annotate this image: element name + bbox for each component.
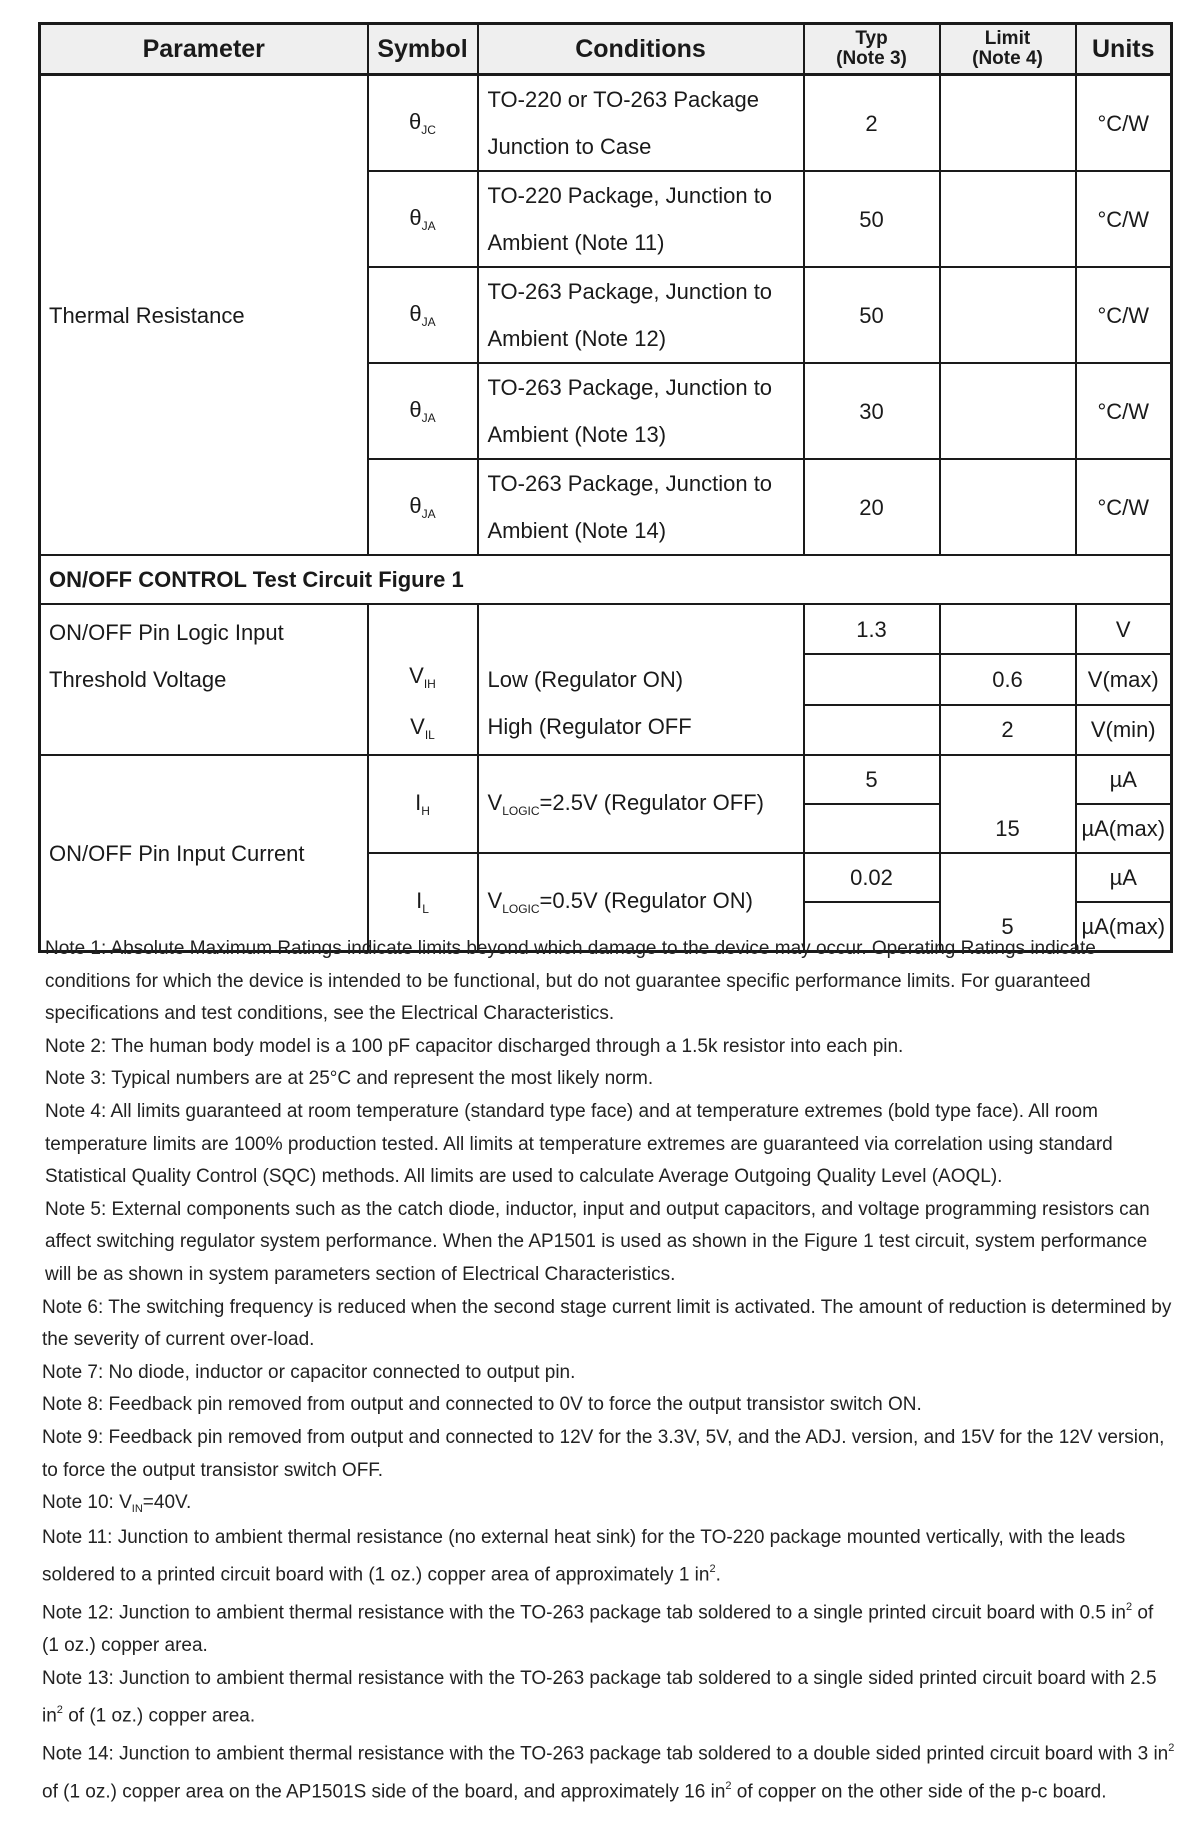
header-limit-line1: Limit bbox=[984, 28, 1031, 49]
section-title: ON/OFF CONTROL Test Circuit Figure 1 bbox=[40, 555, 1172, 604]
conditions-cell: TO-263 Package, Junction to Ambient (Note 14) bbox=[478, 459, 804, 555]
note-1: Note 1: Absolute Maximum Ratings indicate limits beyond which damage to the device may occur. Operating Ratings indicate conditions for which the device is intended to be functional, but do not guarantee specific performance limits. For guaranteed specifications and test conditions, see the Electrical Characteristics. bbox=[45, 938, 1096, 1025]
symbol-cell: $\theta_{JA}$ bbox=[368, 363, 478, 459]
table-row bbox=[40, 604, 1172, 654]
units-cell: V(min) bbox=[1076, 705, 1172, 755]
typ-cell bbox=[804, 804, 940, 853]
header-typ-line1: Typ bbox=[855, 28, 888, 49]
header-row bbox=[40, 24, 1172, 75]
symbol-cell: $\theta_{JA}$ bbox=[368, 171, 478, 267]
conditions-cell: $V_{LOGIC}=2.5V$ (Regulator OFF) bbox=[478, 755, 804, 853]
note-4: Note 4: All limits guaranteed at room temperature (standard type face) and at temperature extremes (bold type face). All room temperature limits are 100% production tested. All limits at temperature extremes are guaranteed via correlation using standard Statistical Quality Control (SQC) methods. All limits are used to calculate Average Outgoing Quality Level (AOQL). bbox=[45, 1100, 1113, 1188]
conditions-cell: TO-263 Package, Junction to Ambient (Note 13) bbox=[478, 363, 804, 459]
note-13: Note 13: Junction to ambient thermal resistance with the TO-263 package tab soldered to a single sided printed circuit board with 2.5 $in^2$ of (1 oz.) copper area. bbox=[42, 1667, 1157, 1727]
param-thermal-resistance: Thermal Resistance bbox=[40, 75, 368, 556]
symbol-cell: $I_L$ bbox=[368, 853, 478, 952]
table-row bbox=[40, 755, 1172, 804]
header-limit bbox=[940, 24, 1076, 75]
header-units: Units bbox=[1076, 24, 1172, 75]
note-2: Note 2: The human body model is a 100 pF capacitor discharged through a 1.5k resistor into each pin. bbox=[45, 1035, 904, 1057]
typ-cell: 20 bbox=[804, 459, 940, 555]
limit-cell bbox=[940, 267, 1076, 363]
units-cell: °C/W bbox=[1076, 459, 1172, 555]
units-cell: µA bbox=[1076, 853, 1172, 902]
note-7: Note 7: No diode, inductor or capacitor connected to output pin. bbox=[42, 1361, 576, 1383]
notes-section bbox=[42, 933, 1175, 1809]
note-5: Note 5: External components such as the catch diode, inductor, input and output capacitors, and voltage programming resistors can affect switching regulator system performance. When the AP1501 is used as shown in the Figure 1 test circuit, system performance will be as shown in system parameters section of Electrical Characteristics. bbox=[45, 1198, 1150, 1285]
symbol-cell: $\theta_{JA}$ bbox=[368, 267, 478, 363]
typ-cell: 50 bbox=[804, 267, 940, 363]
limit-cell: 15 bbox=[940, 755, 1076, 853]
limit-cell bbox=[940, 363, 1076, 459]
conditions-cell: Low (Regulator ON) High (Regulator OFF bbox=[478, 604, 804, 755]
symbol-cell: $\theta_{JA}$ bbox=[368, 459, 478, 555]
header-limit-line2: (Note 4) bbox=[972, 48, 1043, 69]
header-typ bbox=[804, 24, 940, 75]
header-parameter: Parameter bbox=[40, 24, 368, 75]
limit-cell bbox=[940, 604, 1076, 654]
header-conditions: Conditions bbox=[478, 24, 804, 75]
note-3: Note 3: Typical numbers are at 25°C and represent the most likely norm. bbox=[45, 1068, 654, 1090]
note-12: Note 12: Junction to ambient thermal resistance with the TO-263 package tab soldered to a single printed circuit board with 0.5 $in^2$ of (1 oz.) copper area. bbox=[42, 1601, 1154, 1657]
typ-cell: 50 bbox=[804, 171, 940, 267]
section-row bbox=[40, 555, 1172, 604]
param-threshold-voltage: ON/OFF Pin Logic Input Threshold Voltage bbox=[40, 604, 368, 755]
note-10: Note 10: $V_{IN}=40V$. bbox=[42, 1492, 192, 1516]
limit-cell bbox=[940, 171, 1076, 267]
param-input-current: ON/OFF Pin Input Current bbox=[40, 755, 368, 952]
typ-cell: 1.3 bbox=[804, 604, 940, 654]
typ-cell bbox=[804, 654, 940, 704]
typ-cell: 30 bbox=[804, 363, 940, 459]
units-cell: V bbox=[1076, 604, 1172, 654]
symbol-cell: $V_{IH}$ $V_{IL}$ bbox=[368, 604, 478, 755]
note-14: Note 14: Junction to ambient thermal resistance with the TO-263 package tab soldered to a double sided printed circuit board with 3 $in^2$ of (1 oz.) copper area on the AP1501S side of the board, and approximately 16 $in^2$ of copper on the other side of the p-c board. bbox=[42, 1742, 1175, 1803]
typ-cell: 0.02 bbox=[804, 853, 940, 902]
note-6: Note 6: The switching frequency is reduced when the second stage current limit is activated. The amount of reduction is determined by the severity of current over-load. bbox=[42, 1296, 1172, 1351]
limit-cell: 5 bbox=[940, 853, 1076, 952]
units-cell: µA(max) bbox=[1076, 804, 1172, 853]
symbol-cell: $\theta_{JC}$ bbox=[368, 75, 478, 172]
header-typ-line2: (Note 3) bbox=[836, 48, 907, 69]
header-symbol: Symbol bbox=[368, 24, 478, 75]
spec-table bbox=[38, 22, 1173, 953]
units-cell: µA bbox=[1076, 755, 1172, 804]
symbol-cell: $I_H$ bbox=[368, 755, 478, 853]
conditions-cell: TO-263 Package, Junction to Ambient (Note 12) bbox=[478, 267, 804, 363]
conditions-cell: TO-220 Package, Junction to Ambient (Note 11) bbox=[478, 171, 804, 267]
units-cell: °C/W bbox=[1076, 267, 1172, 363]
units-cell: °C/W bbox=[1076, 363, 1172, 459]
units-cell: °C/W bbox=[1076, 171, 1172, 267]
typ-cell: 5 bbox=[804, 755, 940, 804]
units-cell: µA(max) bbox=[1076, 902, 1172, 952]
conditions-cell: $V_{LOGIC}=0.5V$ (Regulator ON) bbox=[478, 853, 804, 952]
limit-cell: 0.6 bbox=[940, 654, 1076, 704]
limit-cell bbox=[940, 459, 1076, 555]
typ-cell bbox=[804, 705, 940, 755]
note-8: Note 8: Feedback pin removed from output and connected to 0V to force the output transistor switch ON. bbox=[42, 1394, 922, 1416]
limit-cell: 2 bbox=[940, 705, 1076, 755]
conditions-cell: TO-220 or TO-263 Package Junction to Case bbox=[478, 75, 804, 172]
limit-cell bbox=[940, 75, 1076, 172]
units-cell: V(max) bbox=[1076, 654, 1172, 704]
table-row bbox=[40, 75, 1172, 172]
units-cell: °C/W bbox=[1076, 75, 1172, 172]
note-9: Note 9: Feedback pin removed from output and connected to 12V for the 3.3V, 5V, and the ADJ. version, and 15V for the 12V version, to force the output transistor switch OFF. bbox=[42, 1426, 1165, 1481]
note-11: Note 11: Junction to ambient thermal resistance (no external heat sink) for the TO-220 package mounted vertically, with the leads soldered to a printed circuit board with (1 oz.) copper area of approximately 1 $in^2$. bbox=[42, 1526, 1126, 1586]
typ-cell: 2 bbox=[804, 75, 940, 172]
